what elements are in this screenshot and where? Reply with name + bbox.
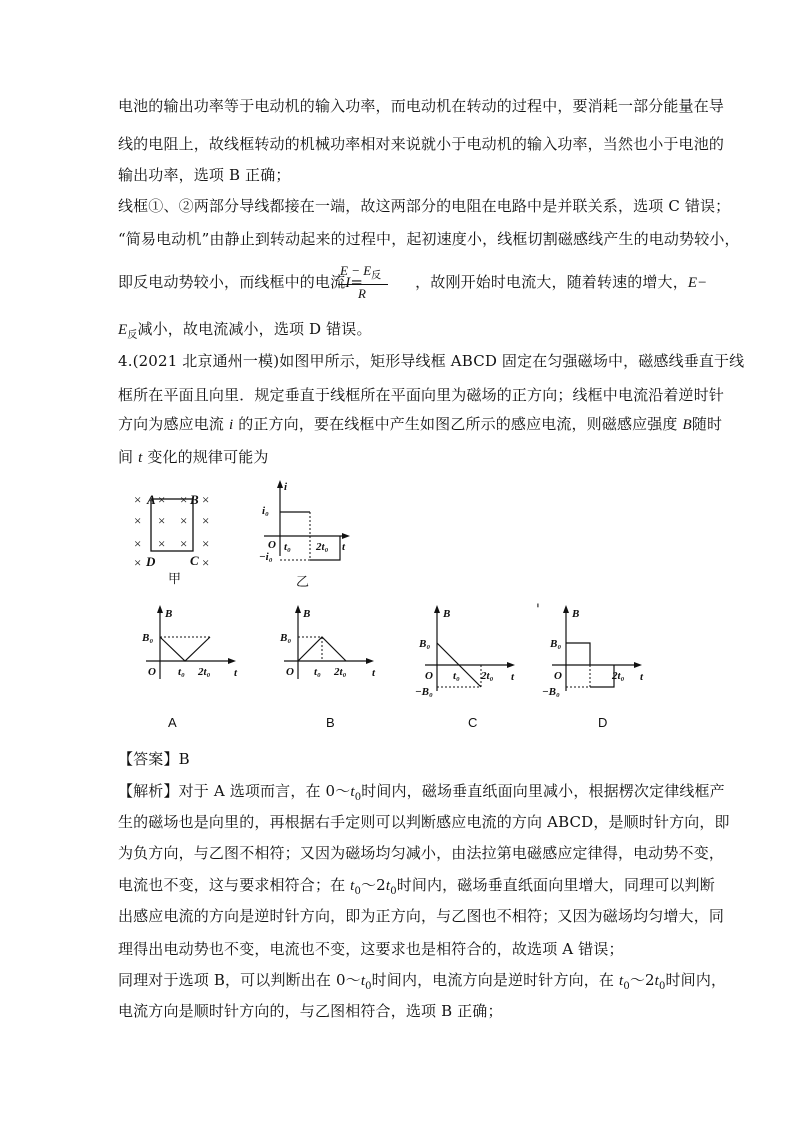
x-axis-label: t [640,671,644,683]
cross-mark: × [134,555,142,570]
x-axis-arrow [366,658,374,664]
tick-label-t0: t₀ [178,666,185,678]
analysis-line: 电流也不变，这与要求相符合；在 $t_0\sim 2t_0$时间内，磁场垂直纸面向里增大，同理可以判断 [118,876,715,897]
origin-label: O [425,670,433,682]
text-line: “简易电动机”由静止到转动起来的过程中，起初速度小，线框切割磁感线产生的电动势较小， [118,230,740,248]
cross-mark: × [134,513,142,528]
analysis-line: 同理对于选项 B，可以判断出在 $0\sim t_0$时间内，电流方向是逆时针方向，在 $t_0\sim 2t_0$时间内， [118,971,727,992]
y-axis-label: B [572,608,580,620]
tick-label-2t0: 2t₀ [334,666,347,678]
analysis-line: 生的磁场也是向里的，再根据右手定则可以判断感应电流的方向 ABCD，是顺时针方向，即 [118,813,730,831]
cross-mark: × [202,513,210,528]
x-axis-label: t [372,667,376,679]
analysis-line: 出感应电流的方向是逆时针方向，即为正方向，与乙图也不相符；又因为磁场均匀增大，同 [118,907,725,925]
cross-mark: × [158,492,166,507]
x-axis-arrow [228,658,236,664]
text-line: 线的电阻上，故线框转动的机械功率相对来说就小于电动机的输入功率，当然也小于电池的 [118,135,725,153]
x-axis-arrow [634,662,642,668]
b-curve [566,643,590,665]
x-axis-arrow [507,662,515,668]
tick-label-b0: B₀ [550,638,562,650]
analysis-line: 理得出电动势也不变，电流也不变，这要求也是相符合的，故选项 A 错误； [118,940,624,958]
y-axis-arrow [295,605,301,613]
option-a-graph [132,603,244,693]
y-axis-label: B [443,608,451,620]
origin-label: O [268,539,276,551]
fraction-denominator: R [358,286,366,301]
analysis-line: 电流方向是顺时针方向的，与乙图相符合，选项 B 正确； [118,1002,503,1020]
corner-label-b: B [190,492,199,507]
figure-jia [128,485,218,590]
x-axis-label: t [342,541,346,553]
option-label: A [168,715,177,730]
option-b-graph [270,603,382,693]
cross-mark: × [134,536,142,551]
cross-mark: × [158,536,166,551]
tick-label-neg-b0: −B₀ [415,686,433,698]
cross-mark: × [180,536,188,551]
corner-label-a: A [147,492,156,507]
figure-yi-chart [250,478,365,593]
x-axis-label: t [234,667,238,679]
question-line: 间 t 变化的规律可能为 [118,448,269,466]
y-axis-label: B [303,608,311,620]
cross-mark: × [202,536,210,551]
answer-line: 【答案】B [118,750,190,768]
origin-label: O [554,670,562,682]
b-curve [590,665,614,687]
cross-mark: × [158,513,166,528]
tick-label-i0: i₀ [262,505,269,517]
tick-label-2t0: 2t₀ [481,670,494,682]
cross-mark: × [180,492,188,507]
formula-line: 即反电动势较小，而线框中的电流I= ，故刚开始时电流大，随着转速的增大，E− [118,273,708,291]
stray-mark: ' [536,602,540,618]
analysis-line: 为负方向，与乙图不相符；又因为磁场均匀减小，由法拉第电磁感应定律得，电动势不变， [118,844,725,862]
cross-mark: × [134,492,142,507]
x-axis-arrow [342,533,350,539]
y-axis-arrow [157,605,163,613]
y-axis-arrow [563,605,569,613]
tick-label-t0: t₀ [314,666,321,678]
corner-label-d: D [146,554,156,569]
option-label: D [598,715,608,730]
tick-label-b0: B₀ [142,632,154,644]
b-curve [160,637,210,661]
option-label: C [468,715,478,730]
tick-label-2t0: 2t₀ [316,541,329,553]
y-axis-label: B [165,608,173,620]
option-label: B [326,715,335,730]
tick-label-t0: t₀ [453,670,460,682]
cross-mark: × [180,513,188,528]
text-line: 电池的输出功率等于电动机的输入功率，而电动机在转动的过程中，要消耗一部分能量在导 [118,97,725,115]
question-line: 方向为感应电流 i 的正方向，要在线框中产生如图乙所示的感应电流，则磁感应强度 B随时 [118,415,723,433]
tick-label-2t0: 2t₀ [612,670,625,682]
cross-mark: × [202,492,210,507]
y-axis-arrow [277,480,283,488]
text-line: 线框①、②两部分导线都接在一端，故这两部分的电阻在电路中是并联关系，选项 C 错误； [118,197,731,215]
text-line: 输出功率，选项 B 正确； [118,166,291,184]
tick-label-neg-i0: −i₀ [259,551,273,563]
option-d-graph [538,603,650,698]
question-line: 4.(2021 北京通州一模)如图甲所示，矩形导线框 ABCD 固定在匀强磁场中，磁感线垂直于线 [118,352,745,370]
x-axis-label: t [511,671,515,683]
analysis-line: 【解析】对于 A 选项而言，在 $0\sim t_0$时间内，磁场垂直纸面向里减小，根据楞次定律线框产 [118,782,725,803]
figure-caption: 甲 [168,572,182,587]
text-line: $E_反$减小，故电流减小，选项 D 错误。 [118,320,372,341]
corner-label-c: C [190,553,199,568]
fraction-numerator: $E - E_反$ [340,263,382,282]
question-line: 框所在平面且向里．规定垂直于线框所在平面向里为磁场的正方向；线框中电流沿着逆时针 [118,386,725,404]
y-axis-label: i [284,481,288,493]
y-axis-arrow [434,605,440,613]
origin-label: O [286,666,294,678]
tick-label-2t0: 2t₀ [198,666,211,678]
cross-mark: × [202,555,210,570]
tick-label-b0: B₀ [419,638,431,650]
figure-caption: 乙 [296,575,310,590]
tick-label-t0: t₀ [284,541,291,553]
fraction-bar [338,284,388,285]
tick-label-neg-b0: −B₀ [542,686,560,698]
origin-label: O [148,666,156,678]
tick-label-b0: B₀ [280,632,292,644]
option-c-graph [413,603,525,698]
